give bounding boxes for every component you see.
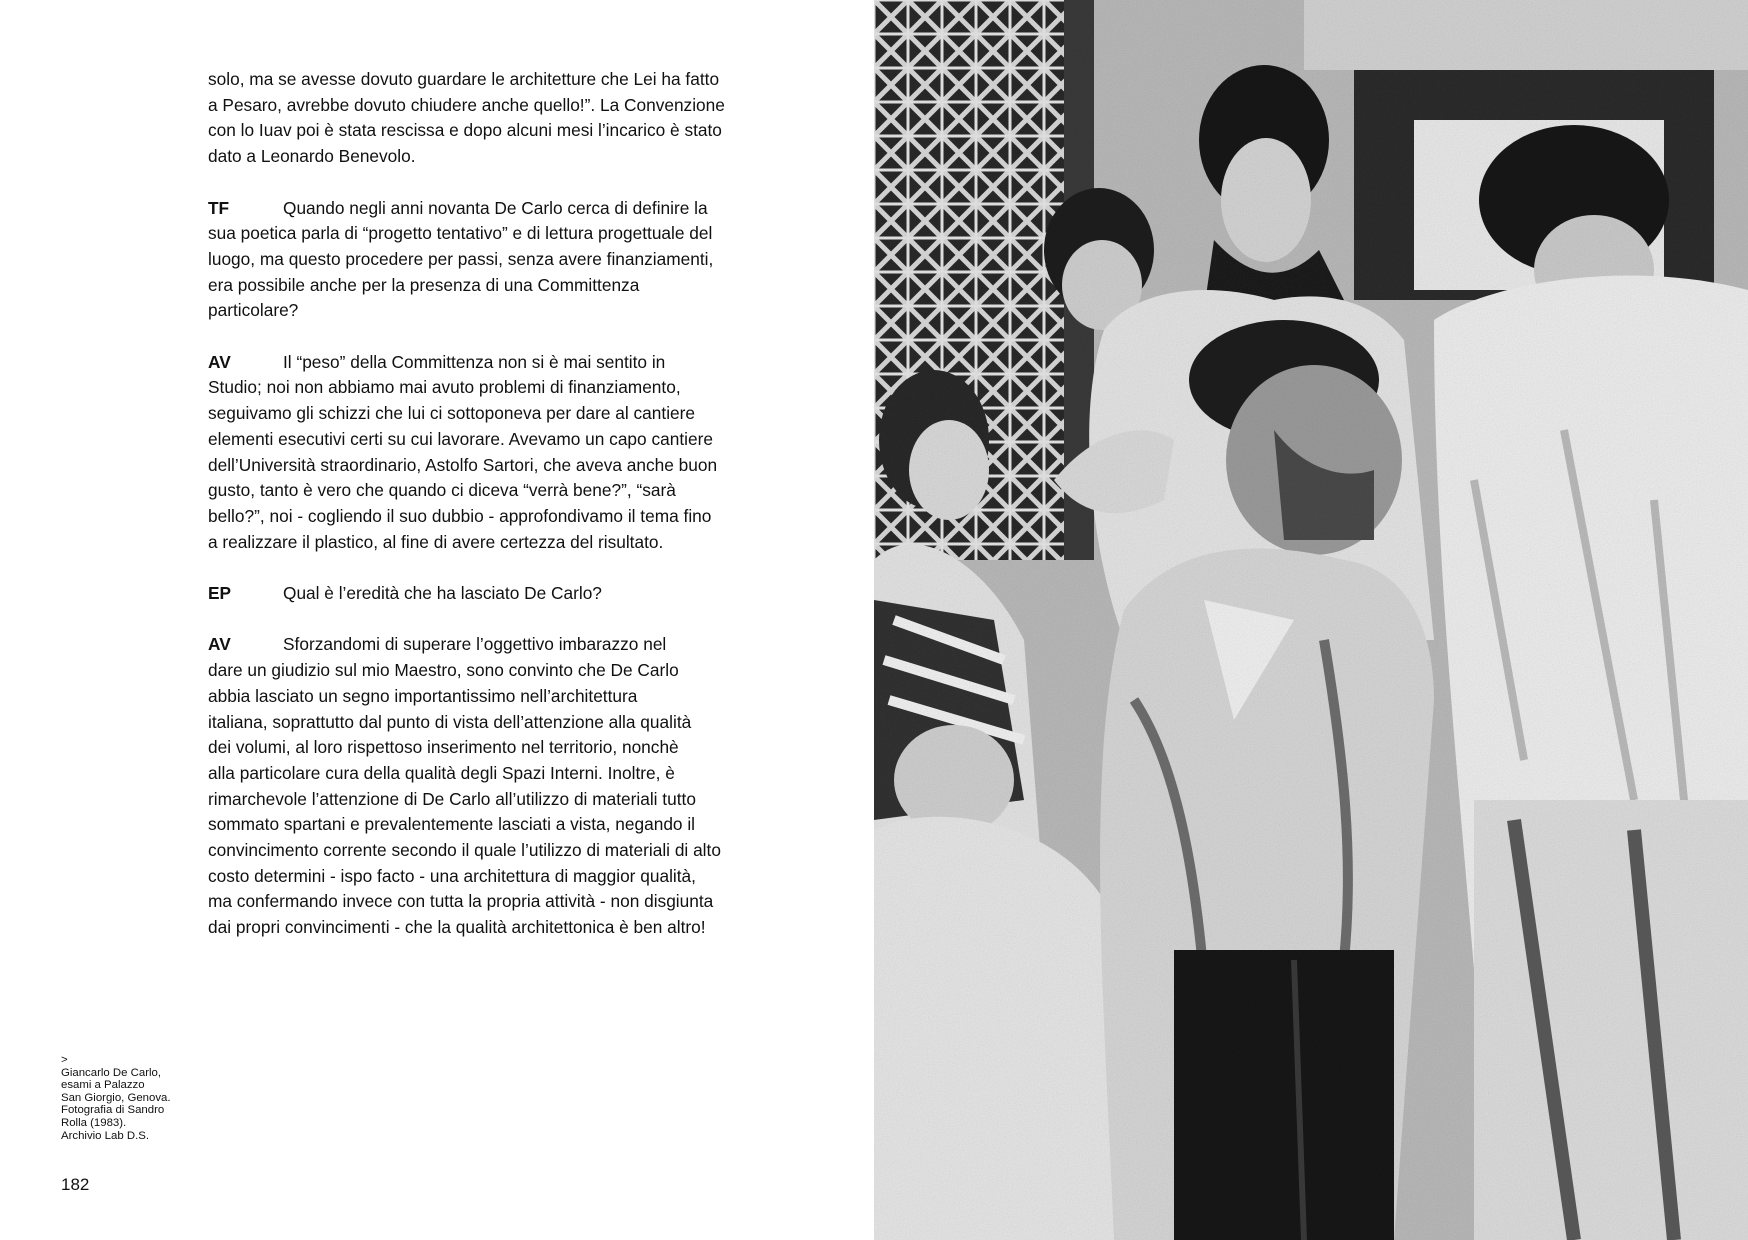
text-line: costo determini - ispo facto - una architettura di maggior qualità, [208,865,696,886]
text-line: sua poetica parla di “progetto tentativo” e di lettura progettuale del [208,223,713,244]
text-line: dei volumi, al loro rispettoso inserimento nel territorio, nonchè [208,737,679,758]
caption-line: Archivio Lab D.S. [61,1129,149,1142]
caption-line: esami a Palazzo [61,1079,145,1092]
text-line: Studio; noi non abbiamo mai avuto problemi di finanziamento, [208,377,681,398]
caption-marker: > [61,1054,68,1066]
text-line: alla particolare cura della qualità degli Spazi Interni. Inoltre, è [208,762,675,783]
text-line: Quando negli anni novanta De Carlo cerca di definire la [283,197,708,218]
caption-line: San Giorgio, Genova. [61,1091,171,1104]
page-number: 182 [61,1175,90,1194]
text-line: dell’Università straordinario, Astolfo Sartori, che aveva anche buon [208,454,718,475]
interview-paragraph [208,67,768,170]
interview-paragraph [208,581,768,607]
text-line: convincimento corrente secondo il quale l’utilizzo di materiali di alto [208,840,721,861]
group-photograph [874,0,1748,1240]
text-line: a realizzare il plastico, al fine di avere certezza del risultato. [208,531,664,552]
photo-caption [61,1054,191,1142]
text-line: italiana, soprattutto dal punto di vista dell’attenzione alla qualità [208,711,692,732]
text-line: solo, ma se avesse dovuto guardare le architetture che Lei ha fatto [208,69,720,89]
text-line: abbia lasciato un segno importantissimo nell’architettura [208,685,638,706]
text-line: elementi esecutivi certi su cui lavorare. Avevamo un capo cantiere [208,428,713,449]
speaker-initials: AV [208,351,231,372]
text-line: Sforzandomi di superare l’oggettivo imbarazzo nel [283,634,667,655]
text-line: Il “peso” della Committenza non si è mai sentito in [283,351,666,372]
speaker-initials: EP [208,583,232,604]
text-line: dare un giudizio sul mio Maestro, sono convinto che De Carlo [208,660,679,681]
interview-paragraph [208,632,768,940]
caption-line: Rolla (1983). [61,1116,127,1129]
text-line: rimarchevole l’attenzione di De Carlo all’utilizzo di materiali tutto [208,788,696,809]
speaker-initials: TF [208,197,230,218]
interview-paragraph [208,196,768,325]
text-line: era possibile anche per la presenza di una Committenza [208,274,640,295]
caption-line: Fotografia di Sandro [61,1104,165,1117]
caption-line: Giancarlo De Carlo, [61,1066,162,1079]
text-line: luogo, ma questo procedere per passi, senza avere finanziamenti, [208,248,714,269]
text-line: seguivamo gli schizzi che lui ci sottoponeva per dare al cantiere [208,403,696,424]
speaker-initials: AV [208,634,231,655]
interview-text [208,67,768,967]
interview-paragraph [208,350,768,556]
text-line: bello?”, noi - cogliendo il suo dubbio - approfondivamo il tema fino [208,505,712,526]
text-line: ma confermando invece con tutta la propria attività - non disgiunta [208,891,714,912]
photo-illustration [874,0,1748,1240]
text-line: gusto, tanto è vero che quando ci diceva “verrà bene?”, “sarà [208,480,676,501]
text-line: dai propri convincimenti - che la qualità architettonica è ben altro! [208,917,706,938]
text-line: a Pesaro, avrebbe dovuto chiudere anche quello!”. La Convenzione [208,94,725,115]
text-line: particolare? [208,300,299,321]
text-line: sommato spartani e prevalentemente lasciati a vista, negando il [208,814,696,835]
text-line: Qual è l’eredità che ha lasciato De Carlo? [283,583,602,604]
text-line: dato a Leonardo Benevolo. [208,146,416,167]
text-line: con lo Iuav poi è stata rescissa e dopo alcuni mesi l’incarico è stato [208,120,722,141]
